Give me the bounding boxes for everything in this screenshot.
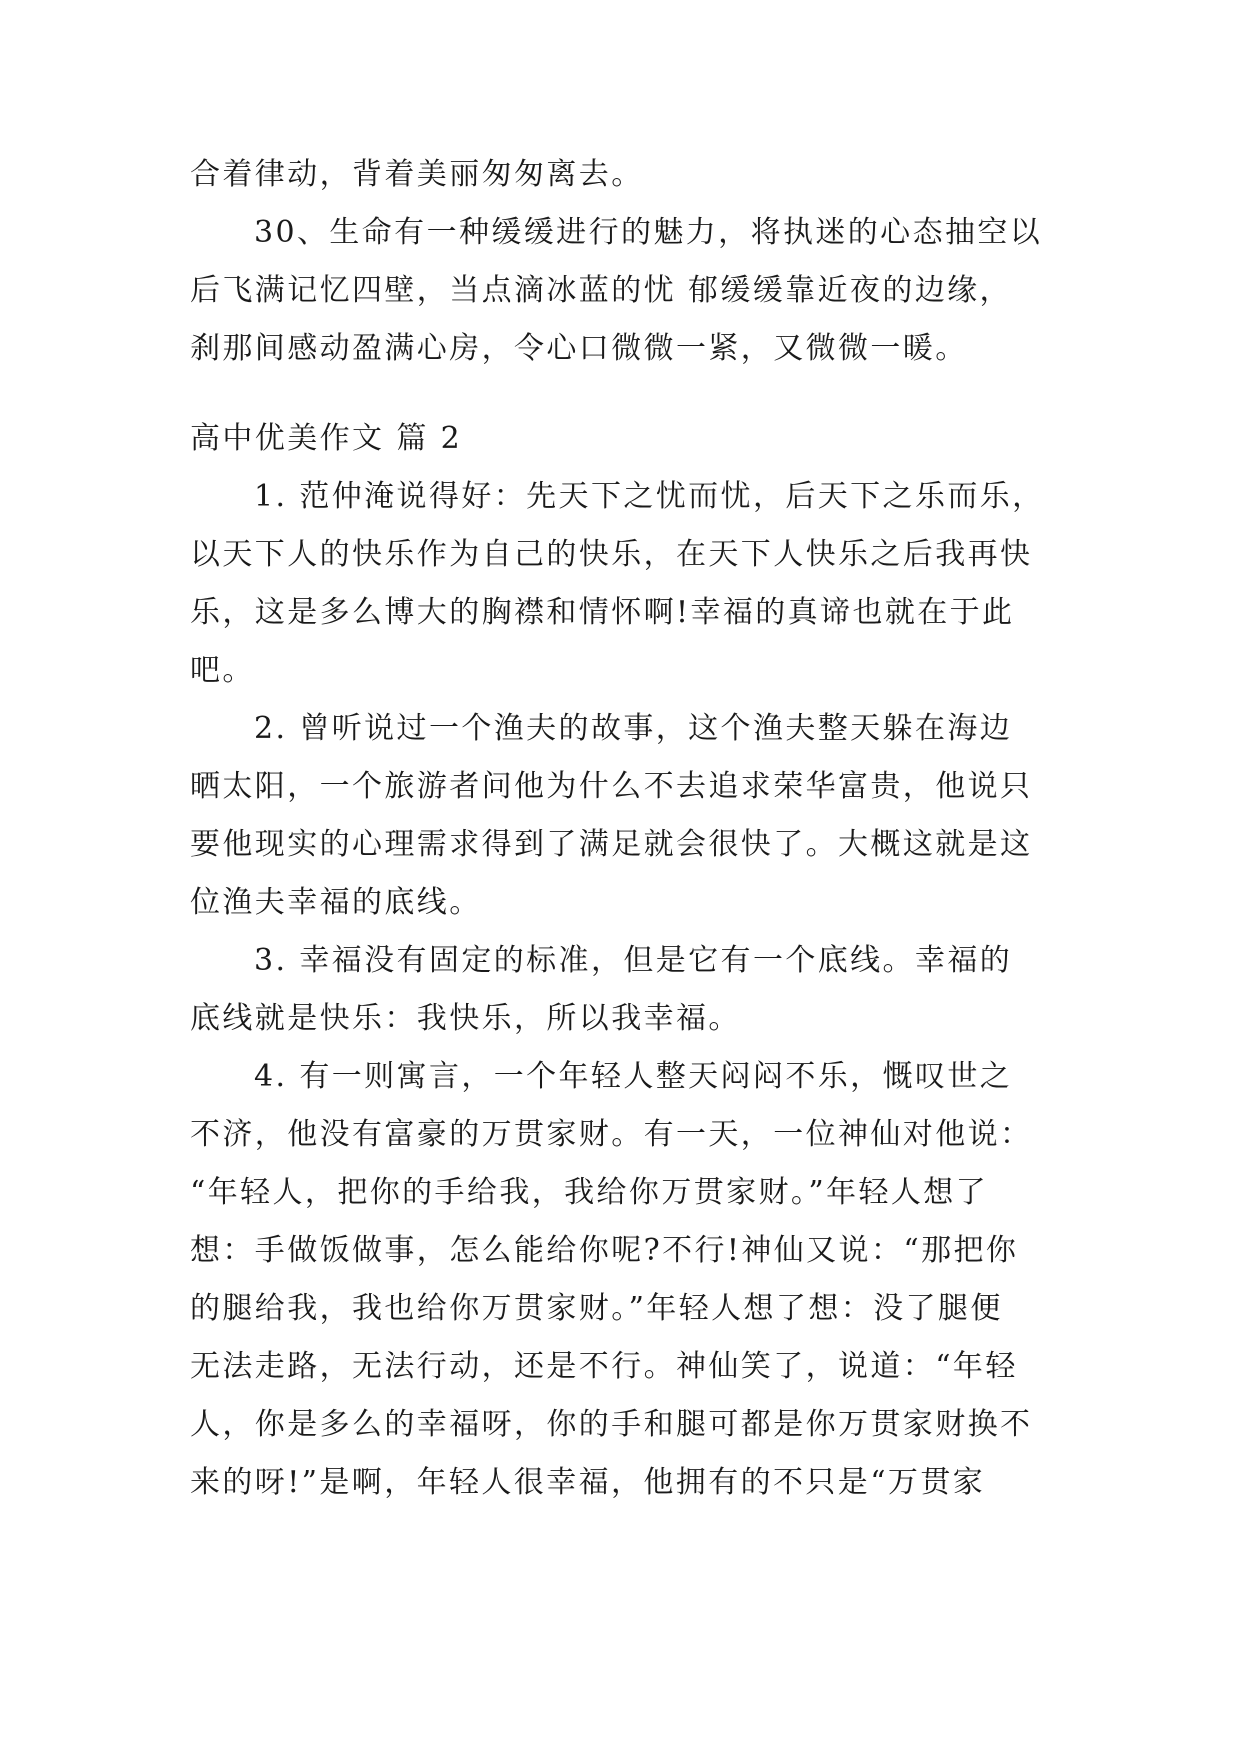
text-line: 刹那间感动盈满心房，令心口微微一紧，又微微一暖。 [190, 331, 968, 366]
text-line: 要他现实的心理需求得到了满足就会很快了。大概这就是这 [190, 827, 1033, 862]
text-line: 合着律动，背着美丽匆匆离去。 [190, 157, 644, 192]
text-line: 2. 曾听说过一个渔夫的故事，这个渔夫整天躲在海边 [254, 711, 1013, 746]
text-line: 3. 幸福没有固定的标准，但是它有一个底线。幸福的 [254, 943, 1013, 978]
text-line: 不济，他没有富豪的万贯家财。有一天，一位神仙对他说： [190, 1117, 1033, 1152]
text-line: 1. 范仲淹说得好：先天下之忧而忧，后天下之乐而乐， [254, 479, 1045, 514]
text-line: 以天下人的快乐作为自己的快乐，在天下人快乐之后我再快 [190, 537, 1033, 572]
text-line: 底线就是快乐：我快乐，所以我幸福。 [190, 1001, 741, 1036]
text-line: 30、生命有一种缓缓进行的魅力，将执迷的心态抽空以 [254, 215, 1043, 250]
text-line: 无法走路，无法行动，还是不行。神仙笑了，说道：“年轻 [190, 1349, 1018, 1384]
text-line: 人，你是多么的幸福呀，你的手和腿可都是你万贯家财换不 [190, 1407, 1033, 1442]
text-line: 后飞满记忆四壁，当点滴冰蓝的忧 郁缓缓靠近夜的边缘， [190, 273, 1012, 308]
text-line: 4. 有一则寓言，一个年轻人整天闷闷不乐，慨叹世之 [254, 1059, 1013, 1094]
text-line: 来的呀!”是啊，年轻人很幸福，他拥有的不只是“万贯家 [190, 1465, 986, 1500]
text-line: 吧。 [190, 653, 255, 688]
text-line: 位渔夫幸福的底线。 [190, 885, 482, 920]
text-line: 乐，这是多么博大的胸襟和情怀啊!幸福的真谛也就在于此 [190, 595, 1015, 630]
text-line: 晒太阳，一个旅游者问他为什么不去追求荣华富贵，他说只 [190, 769, 1033, 804]
text-line: “年轻人，把你的手给我，我给你万贯家财。”年轻人想了 [190, 1175, 989, 1210]
section-heading: 高中优美作文 篇 2 [190, 421, 463, 456]
text-line: 的腿给我，我也给你万贯家财。”年轻人想了想：没了腿便 [190, 1291, 1003, 1326]
text-line: 想：手做饭做事，怎么能给你呢?不行!神仙又说：“那把你 [190, 1233, 1019, 1268]
